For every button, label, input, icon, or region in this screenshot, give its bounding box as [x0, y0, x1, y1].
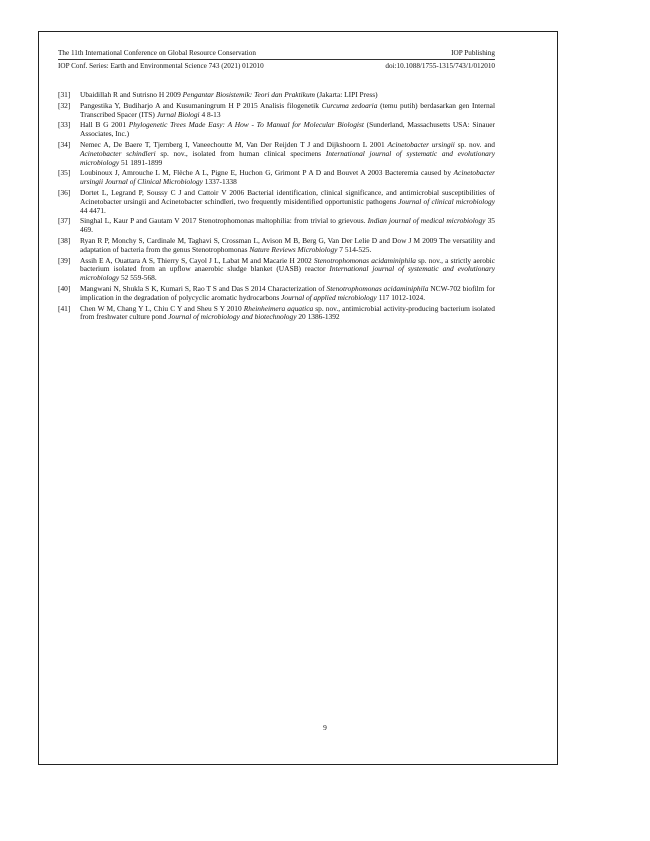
reference-number: [33]: [58, 120, 71, 130]
reference-text: [80, 140, 495, 167]
reference-item: [58, 91, 495, 100]
reference-segment: (Jakarta: LIPI Press): [315, 90, 378, 99]
reference-item: [58, 141, 495, 167]
reference-segment: Ubaidillah R and Sutrisno H 2009: [80, 90, 183, 99]
running-header: [58, 49, 495, 58]
conference-title: The 11th International Conference on Global Resource Conservation: [58, 49, 256, 57]
reference-italic-segment: Acinetobacter schindleri: [80, 148, 156, 158]
reference-text: [80, 304, 495, 322]
reference-italic-segment: Journal of applied microbiology: [281, 292, 377, 302]
reference-text: [80, 90, 378, 99]
reference-text: [80, 168, 495, 186]
reference-list: [58, 91, 495, 324]
reference-number: [31]: [58, 90, 71, 99]
reference-segment: Chen W M, Chang Y L, Chiu C Y and Sheu S Y 2010: [80, 303, 244, 313]
reference-segment: 51 1891-1899: [119, 157, 163, 167]
reference-item: [58, 169, 495, 187]
reference-number: [34]: [58, 139, 71, 149]
reference-text: [80, 216, 495, 234]
reference-number: [32]: [58, 100, 71, 110]
reference-item: [58, 285, 495, 303]
reference-item: [58, 217, 495, 235]
reference-number: [40]: [58, 283, 71, 293]
series-citation: IOP Conf. Series: Earth and Environmental Science 743 (2021) 012010: [58, 62, 264, 70]
page-number: 9: [323, 723, 327, 732]
reference-number: [37]: [58, 216, 71, 226]
reference-italic-segment: Curcuma zedoaria: [321, 100, 378, 110]
reference-segment: Dortet L, Legrand P, Soussy C J and Cattoir V 2006 Bacterial identification, clinical significance, and antimicrobial susceptibilities of Acinetobacter ursingii and Acinetobacter schindleri, two frequently misidentified opportunistic pathogens: [80, 187, 495, 206]
reference-segment: 117 1012-1024.: [376, 292, 426, 302]
reference-number: [35]: [58, 168, 71, 178]
reference-segment: NCW-702 biofilm for implication in the degradation of polycyclic aromatic hydrocarbons: [80, 283, 495, 302]
reference-item: [58, 189, 495, 215]
reference-italic-segment: Journal of Clinical Microbiology: [104, 177, 203, 187]
reference-segment: 44 4471.: [80, 205, 106, 215]
reference-text: [80, 236, 495, 254]
reference-text: [80, 256, 495, 283]
reference-italic-segment: Stenotrophomonas acidaminiphila: [313, 255, 416, 265]
reference-item: [58, 237, 495, 255]
publisher-name: IOP Publishing: [451, 49, 495, 57]
reference-italic-segment: Stenotrophomonas acidaminiphila: [326, 283, 429, 293]
reference-item: [58, 102, 495, 120]
doi-text: doi:10.1088/1755-1315/743/1/012010: [385, 62, 495, 70]
reference-italic-segment: Nature Reviews Microbiology: [249, 244, 338, 254]
reference-italic-segment: International journal of systematic and evolutionary microbiology: [80, 264, 496, 283]
reference-number: [36]: [58, 187, 71, 197]
reference-italic-segment: Journal of clinical microbiology: [398, 196, 495, 206]
reference-segment: sp. nov., isolated from human clinical specimens: [155, 148, 326, 158]
reference-segment: (temu putih) berdasarkan gen Internal Transcribed Spacer (ITS): [80, 100, 496, 119]
reference-italic-segment: Indian journal of medical microbiology: [367, 216, 486, 226]
reference-number: [38]: [58, 235, 71, 245]
reference-text: [80, 284, 495, 302]
reference-segment: sp. nov. and: [454, 139, 495, 149]
reference-segment: 35 469.: [80, 216, 495, 235]
reference-number: [39]: [58, 255, 71, 265]
reference-segment: Singhal L, Kaur P and Gautam V 2017 Stenotrophomonas maltophilia: from trivial to grievous.: [80, 216, 368, 226]
reference-italic-segment: Rheinheimera aquatica: [243, 303, 314, 313]
reference-italic-segment: Acinetobacter ursingii: [80, 168, 495, 187]
reference-italic-segment: Pengantar Biosistemik: Teori dan Praktikum: [182, 90, 315, 99]
reference-text: [80, 101, 495, 119]
reference-segment: 4 8-13: [199, 109, 221, 119]
reference-segment: Assih E A, Ouattara A S, Thierry S, Cayol J L, Labat M and Macarie H 2002: [80, 255, 314, 265]
reference-italic-segment: Phylogenetic Trees Made Easy: A How - To Manual for Molecular Biologist: [128, 120, 364, 130]
reference-text: [80, 188, 495, 215]
series-line: [58, 62, 495, 71]
reference-italic-segment: International journal of systematic and evolutionary microbiology: [80, 148, 495, 167]
reference-segment: Pangestika Y, Budiharjo A and Kusumaningrum H P 2015 Analisis filogenetik: [80, 100, 322, 110]
reference-segment: 20 1386-1392: [296, 312, 340, 322]
reference-segment: (Sunderland, Massachusetts USA: Sinauer Associates, Inc.): [80, 120, 495, 139]
reference-segment: Nemec A, De Baere T, Tjernberg I, Vaneechoutte M, Van Der Reijden T J and Dijkshoorn L 2001: [80, 139, 388, 149]
reference-segment: sp. nov., a strictly aerobic bacterium isolated from an upflow anaerobic sludge blanket (UASB) reactor: [80, 255, 495, 274]
header-rule: [58, 59, 495, 60]
reference-text: [80, 120, 495, 138]
reference-segment: Mangwani N, Shukla S K, Kumari S, Rao T S and Das S 2014 Characterization of: [80, 283, 327, 293]
reference-segment: Ryan R P, Monchy S, Cardinale M, Taghavi S, Crossman L, Avison M B, Berg G, Van Der Lelie D and Dow J M 2009 The versatility and adaptation of bacteria from the genus Stenotrophomonas: [80, 235, 495, 254]
reference-italic-segment: Journal of microbiology and biotechnology: [168, 312, 297, 322]
reference-segment: 1337-1338: [202, 177, 237, 187]
reference-italic-segment: Jurnal Biologi: [156, 109, 200, 119]
reference-item: [58, 305, 495, 323]
reference-item: [58, 257, 495, 283]
reference-segment: 52 559-568.: [119, 273, 157, 283]
reference-segment: 7 514-525.: [337, 244, 372, 254]
reference-number: [41]: [58, 303, 71, 313]
reference-italic-segment: Acinetobacter ursingii: [387, 139, 455, 149]
reference-segment: sp. nov., antimicrobial activity-producing bacterium isolated from freshwater culture pond: [80, 303, 496, 322]
reference-segment: Loubinoux J, Amrouche L M, Flèche A L, Pigne E, Huchon G, Grimont P A D and Bouvet A 2003 Bacteremia caused by: [80, 168, 454, 178]
reference-segment: Hall B G 2001: [80, 120, 129, 130]
reference-item: [58, 121, 495, 139]
